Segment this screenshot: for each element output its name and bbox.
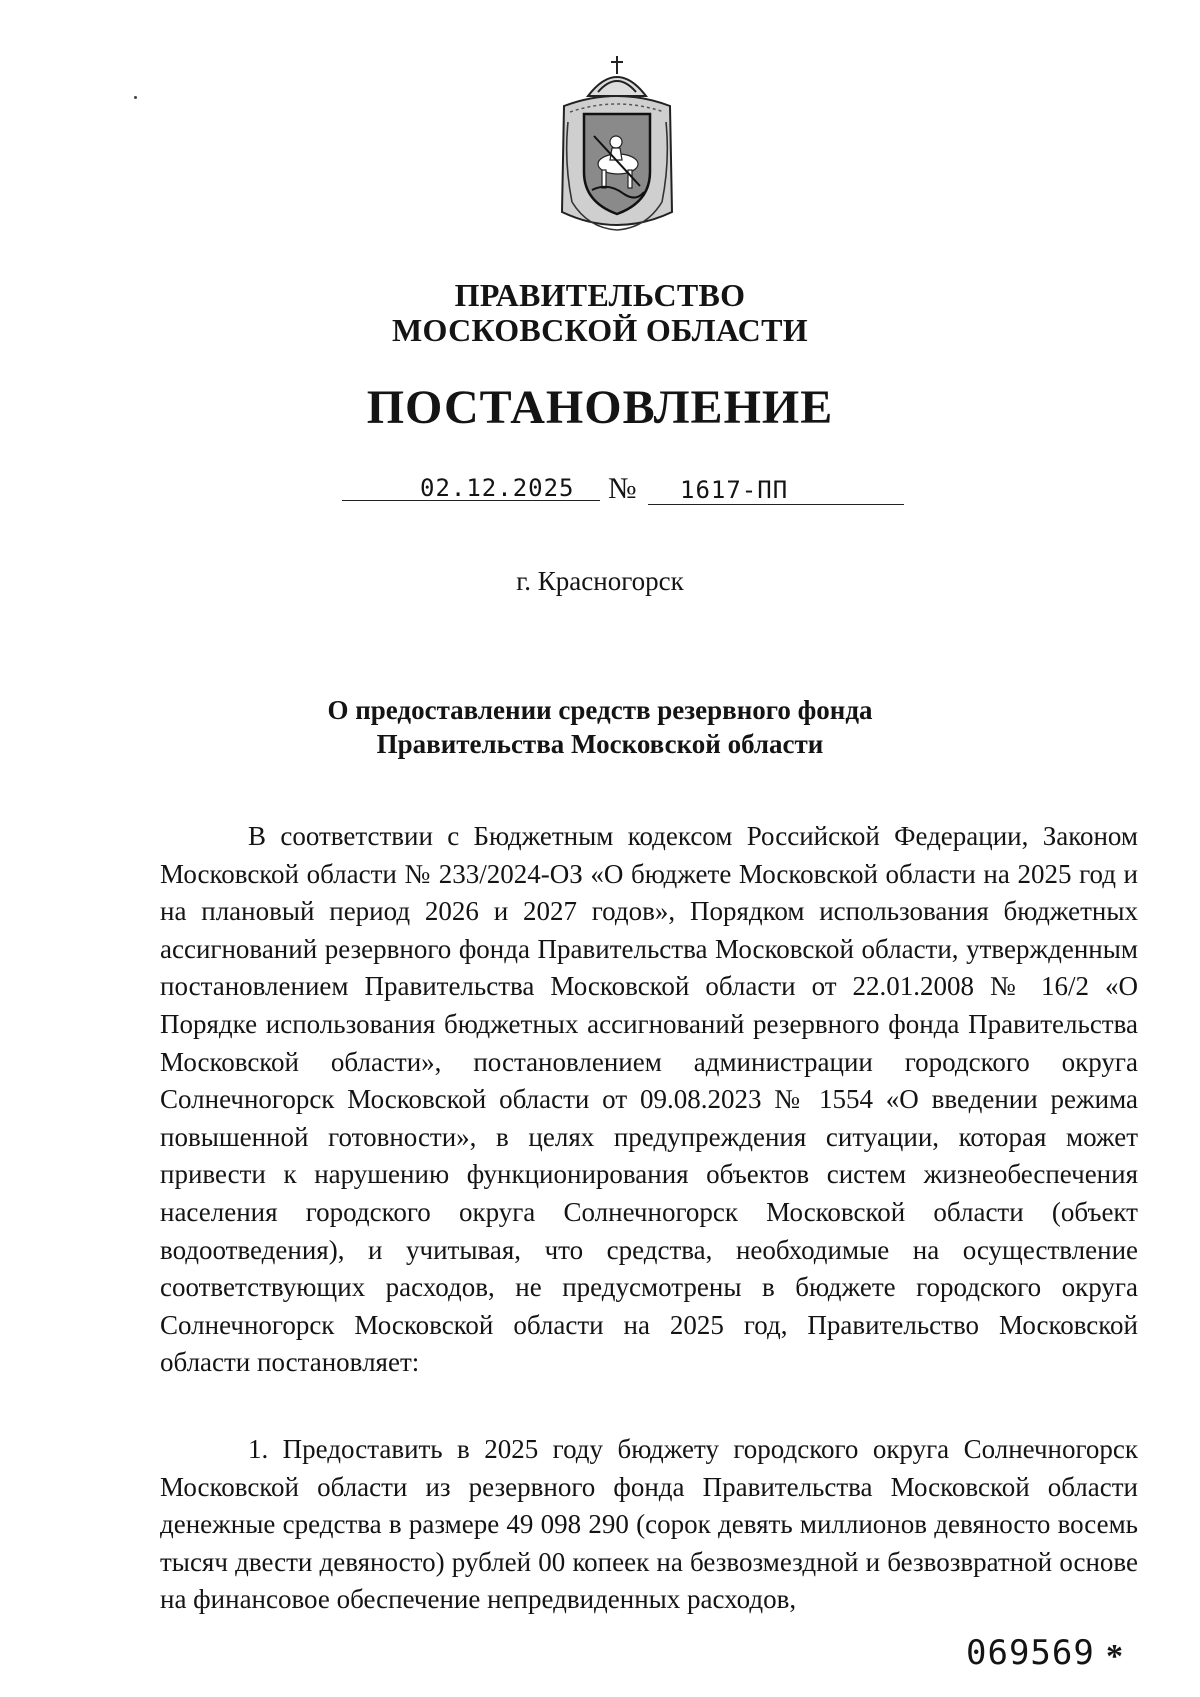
preamble-paragraph [160, 818, 1138, 1382]
preamble-text: В соответствии с Бюджетным кодексом Российской Федерации, Законом Московской области № 233/2024-ОЗ «О бюджете Московской области на 2025 год и на плановый период 2026 и 2027 годов», Порядком использования бюджетных ассигнований резервного фонда Правительства Московской области, утвержденным постановлением Правительства Московской области от 22.01.2008 № 16/2 «О Порядке использования бюджетных ассигнований резервного фонда Правительства Московской области», постановлением администрации городского округа Солнечногорск Московской области от 09.08.2023 № 1554 «О введении режима повышенной готовности», в целях предупреждения ситуации, которая может привести к нарушению функционирования объектов систем жизнеобеспечения населения городского округа Солнечногорск Московской области (объект водоотведения), и учитывая, что средства, необходимые на осуществление соответствующих расходов, не предусмотрены в бюджете городского округа Солнечногорск Московской области на 2025 год, Правительство Московской области постановляет: [160, 821, 1138, 1378]
document-number: 1617-ПП [680, 476, 789, 504]
org-name-line-2: МОСКОВСКОЙ ОБЛАСТИ [392, 312, 808, 348]
scan-speck [134, 96, 137, 99]
document-date: 02.12.2025 [420, 474, 575, 502]
number-sign: № [608, 472, 637, 505]
clause-1-paragraph [160, 1431, 1138, 1619]
document-type-title: ПОСТАНОВЛЕНИЕ [366, 381, 834, 434]
subject-title-line-1: О предоставлении средств резервного фонда [327, 695, 873, 725]
subject-title-line-2: Правительства Московской области [376, 729, 824, 759]
org-name-line-1: ПРАВИТЕЛЬСТВО [454, 277, 746, 313]
number-underline [648, 504, 904, 505]
coat-of-arms-icon [558, 52, 676, 238]
issue-city: г. Красногорск [516, 566, 684, 596]
clause-1-text: 1. Предоставить в 2025 году бюджету городского округа Солнечногорск Московской области из резервного фонда Правительства Московской области денежные средства в размере 49 098 290 (сорок девять миллионов девяносто восемь тысяч двести девяносто) рублей 00 копеек на безвозмездной и безвозвратной основе на финансовое обеспечение непредвиденных расходов, [160, 1434, 1138, 1615]
asterisk-mark-icon: * [1106, 1638, 1123, 1675]
form-serial-number: 069569 [966, 1633, 1095, 1673]
